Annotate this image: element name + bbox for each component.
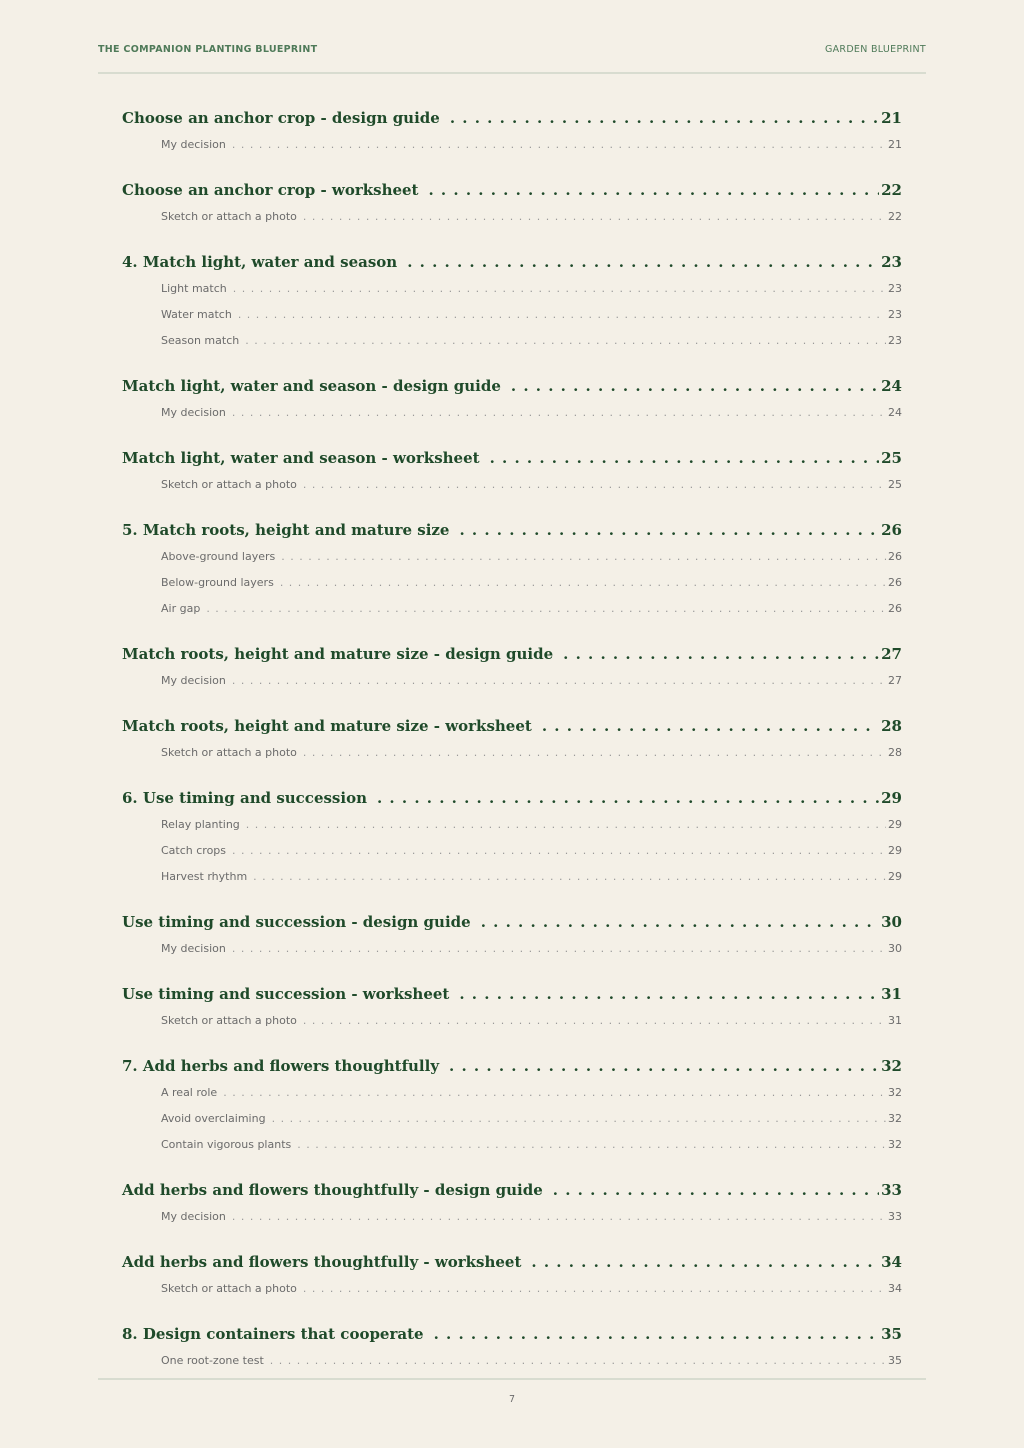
dot-leader	[253, 864, 886, 890]
dot-leader	[428, 176, 879, 204]
dot-leader	[407, 248, 879, 276]
dot-leader	[303, 472, 886, 498]
toc-subsection-title: Air gap	[161, 602, 201, 615]
toc-subsection-title: Sketch or attach a photo	[161, 478, 297, 491]
toc-chapter-title: Add herbs and flowers thoughtfully - design guide	[122, 1181, 543, 1199]
toc-subsection-page: 34	[888, 1282, 902, 1295]
toc-chapter-page: 23	[881, 253, 902, 271]
toc-chapter-title: Add herbs and flowers thoughtfully - worksheet	[122, 1253, 522, 1271]
toc-chapter-entry[interactable]	[122, 1248, 902, 1276]
dot-leader	[246, 812, 886, 838]
dot-leader	[434, 1320, 880, 1348]
dot-leader	[270, 1348, 886, 1374]
dot-leader	[232, 1204, 886, 1230]
toc-subsection-page: 29	[888, 870, 902, 883]
toc-subsection-title: Harvest rhythm	[161, 870, 248, 883]
toc-subsection-title: Water match	[161, 308, 232, 321]
toc-subsection-entry[interactable]	[161, 864, 902, 890]
toc-subsection-title: Avoid overclaiming	[161, 1112, 266, 1125]
dot-leader	[281, 544, 886, 570]
toc-subsection-page: 30	[888, 942, 902, 955]
dot-leader	[223, 1080, 886, 1106]
toc-chapter-title: 7. Add herbs and flowers thoughtfully	[122, 1057, 440, 1075]
dot-leader	[563, 640, 879, 668]
dot-leader	[232, 936, 886, 962]
toc-section	[122, 176, 902, 230]
dot-leader	[206, 596, 886, 622]
toc-chapter-page: 33	[881, 1181, 902, 1199]
toc-chapter-title: 6. Use timing and succession	[122, 789, 367, 807]
toc-subsection-page: 24	[888, 406, 902, 419]
toc-section	[122, 908, 902, 962]
dot-leader	[303, 204, 886, 230]
dot-leader	[449, 1052, 879, 1080]
toc-chapter-title: Match light, water and season - design guide	[122, 377, 501, 395]
toc-chapter-title: Match light, water and season - worksheet	[122, 449, 480, 467]
dot-leader	[303, 740, 886, 766]
dot-leader	[511, 372, 879, 400]
toc-chapter-title: Choose an anchor crop - design guide	[122, 109, 440, 127]
toc-chapter-entry[interactable]	[122, 248, 902, 276]
table-of-contents	[122, 104, 902, 1392]
toc-section	[122, 1052, 902, 1158]
toc-section	[122, 372, 902, 426]
toc-chapter-page: 28	[881, 717, 902, 735]
toc-subsection-page: 33	[888, 1210, 902, 1223]
dot-leader	[245, 328, 886, 354]
toc-chapter-entry[interactable]	[122, 784, 902, 812]
toc-subsection-page: 31	[888, 1014, 902, 1027]
toc-subsection-title: My decision	[161, 1210, 226, 1223]
toc-subsection-entry[interactable]	[161, 1276, 902, 1302]
toc-chapter-page: 35	[881, 1325, 902, 1343]
running-header	[98, 44, 926, 55]
toc-subsection-page: 32	[888, 1112, 902, 1125]
toc-subsection-title: Below-ground layers	[161, 576, 274, 589]
dot-leader	[459, 980, 879, 1008]
toc-subsection-title: Season match	[161, 334, 240, 347]
toc-chapter-entry[interactable]	[122, 1320, 902, 1348]
toc-subsection-page: 26	[888, 550, 902, 563]
dot-leader	[459, 516, 879, 544]
toc-section	[122, 980, 902, 1034]
toc-subsection-entry[interactable]	[161, 132, 902, 158]
toc-subsection-title: A real role	[161, 1086, 218, 1099]
toc-subsection-page: 29	[888, 844, 902, 857]
toc-subsection-page: 26	[888, 602, 902, 615]
toc-section	[122, 248, 902, 354]
dot-leader	[232, 838, 886, 864]
toc-chapter-entry[interactable]	[122, 372, 902, 400]
toc-subsection-page: 35	[888, 1354, 902, 1367]
dot-leader	[542, 712, 879, 740]
toc-chapter-page: 29	[881, 789, 902, 807]
book-title: THE COMPANION PLANTING BLUEPRINT	[98, 44, 318, 55]
dot-leader	[238, 302, 886, 328]
toc-subsection-entry[interactable]	[161, 1080, 902, 1106]
toc-chapter-entry[interactable]	[122, 1052, 902, 1080]
toc-chapter-page: 26	[881, 521, 902, 539]
toc-chapter-title: 4. Match light, water and season	[122, 253, 398, 271]
toc-chapter-title: Use timing and succession - worksheet	[122, 985, 450, 1003]
toc-subsection-page: 23	[888, 308, 902, 321]
toc-chapter-entry[interactable]	[122, 640, 902, 668]
toc-subsection-title: One root-zone test	[161, 1354, 264, 1367]
toc-section	[122, 516, 902, 622]
page-number: 7	[508, 1394, 516, 1405]
toc-chapter-title: Choose an anchor crop - worksheet	[122, 181, 419, 199]
toc-chapter-page: 27	[881, 645, 902, 663]
toc-subsection-entry[interactable]	[161, 302, 902, 328]
header-divider	[98, 72, 926, 74]
toc-subsection-title: Sketch or attach a photo	[161, 746, 297, 759]
toc-subsection-page: 27	[888, 674, 902, 687]
toc-chapter-entry[interactable]	[122, 176, 902, 204]
toc-subsection-page: 28	[888, 746, 902, 759]
toc-subsection-page: 32	[888, 1138, 902, 1151]
dot-leader	[233, 276, 886, 302]
toc-subsection-title: Sketch or attach a photo	[161, 1014, 297, 1027]
toc-subsection-entry[interactable]	[161, 1132, 902, 1158]
toc-subsection-title: Contain vigorous plants	[161, 1138, 292, 1151]
toc-subsection-entry[interactable]	[161, 1008, 902, 1034]
toc-chapter-title: Use timing and succession - design guide	[122, 913, 471, 931]
toc-subsection-entry[interactable]	[161, 936, 902, 962]
toc-subsection-entry[interactable]	[161, 400, 902, 426]
toc-subsection-title: Light match	[161, 282, 227, 295]
toc-subsection-entry[interactable]	[161, 1106, 902, 1132]
toc-subsection-page: 23	[888, 282, 902, 295]
toc-subsection-entry[interactable]	[161, 544, 902, 570]
toc-subsection-entry[interactable]	[161, 740, 902, 766]
toc-chapter-entry[interactable]	[122, 104, 902, 132]
toc-chapter-page: 31	[881, 985, 902, 1003]
toc-chapter-page: 22	[881, 181, 902, 199]
toc-chapter-title: Match roots, height and mature size - design guide	[122, 645, 554, 663]
toc-subsection-title: Catch crops	[161, 844, 227, 857]
toc-subsection-page: 23	[888, 334, 902, 347]
dot-leader	[280, 570, 886, 596]
toc-subsection-title: My decision	[161, 406, 226, 419]
toc-chapter-page: 24	[881, 377, 902, 395]
toc-subsection-title: My decision	[161, 138, 226, 151]
toc-chapter-entry[interactable]	[122, 980, 902, 1008]
footer-divider	[98, 1378, 926, 1380]
dot-leader	[232, 668, 886, 694]
toc-subsection-entry[interactable]	[161, 472, 902, 498]
dot-leader	[553, 1176, 879, 1204]
toc-subsection-title: Sketch or attach a photo	[161, 210, 297, 223]
toc-chapter-page: 25	[881, 449, 902, 467]
toc-subsection-page: 25	[888, 478, 902, 491]
toc-subsection-page: 29	[888, 818, 902, 831]
toc-subsection-entry[interactable]	[161, 328, 902, 354]
series-name: GARDEN BLUEPRINT	[824, 44, 926, 55]
toc-subsection-entry[interactable]	[161, 1348, 902, 1374]
toc-subsection-title: Above-ground layers	[161, 550, 276, 563]
toc-section	[122, 1248, 902, 1302]
dot-leader	[297, 1132, 886, 1158]
toc-subsection-entry[interactable]	[161, 668, 902, 694]
toc-subsection-entry[interactable]	[161, 204, 902, 230]
toc-subsection-title: My decision	[161, 942, 226, 955]
dot-leader	[303, 1008, 886, 1034]
toc-section	[122, 1320, 902, 1374]
toc-chapter-title: Match roots, height and mature size - worksheet	[122, 717, 532, 735]
toc-subsection-page: 21	[888, 138, 902, 151]
toc-subsection-page: 26	[888, 576, 902, 589]
toc-subsection-entry[interactable]	[161, 596, 902, 622]
toc-chapter-title: 8. Design containers that cooperate	[122, 1325, 424, 1343]
dot-leader	[303, 1276, 886, 1302]
toc-section	[122, 1176, 902, 1230]
toc-chapter-page: 30	[881, 913, 902, 931]
toc-section	[122, 712, 902, 766]
toc-subsection-title: My decision	[161, 674, 226, 687]
toc-chapter-page: 21	[881, 109, 902, 127]
toc-subsection-title: Relay planting	[161, 818, 240, 831]
dot-leader	[531, 1248, 879, 1276]
toc-section	[122, 104, 902, 158]
toc-chapter-entry[interactable]	[122, 444, 902, 472]
toc-chapter-entry[interactable]	[122, 516, 902, 544]
dot-leader	[272, 1106, 886, 1132]
dot-leader	[232, 400, 886, 426]
toc-section	[122, 444, 902, 498]
toc-chapter-entry[interactable]	[122, 1176, 902, 1204]
toc-chapter-page: 34	[881, 1253, 902, 1271]
toc-chapter-page: 32	[881, 1057, 902, 1075]
dot-leader	[490, 444, 880, 472]
toc-subsection-entry[interactable]	[161, 276, 902, 302]
dot-leader	[377, 784, 879, 812]
toc-subsection-entry[interactable]	[161, 838, 902, 864]
toc-subsection-entry[interactable]	[161, 812, 902, 838]
toc-subsection-page: 22	[888, 210, 902, 223]
dot-leader	[481, 908, 879, 936]
toc-chapter-entry[interactable]	[122, 908, 902, 936]
toc-subsection-page: 32	[888, 1086, 902, 1099]
toc-subsection-entry[interactable]	[161, 1204, 902, 1230]
toc-chapter-entry[interactable]	[122, 712, 902, 740]
toc-section	[122, 784, 902, 890]
toc-subsection-entry[interactable]	[161, 570, 902, 596]
toc-section	[122, 640, 902, 694]
dot-leader	[450, 104, 879, 132]
dot-leader	[232, 132, 886, 158]
toc-chapter-title: 5. Match roots, height and mature size	[122, 521, 450, 539]
toc-subsection-title: Sketch or attach a photo	[161, 1282, 297, 1295]
